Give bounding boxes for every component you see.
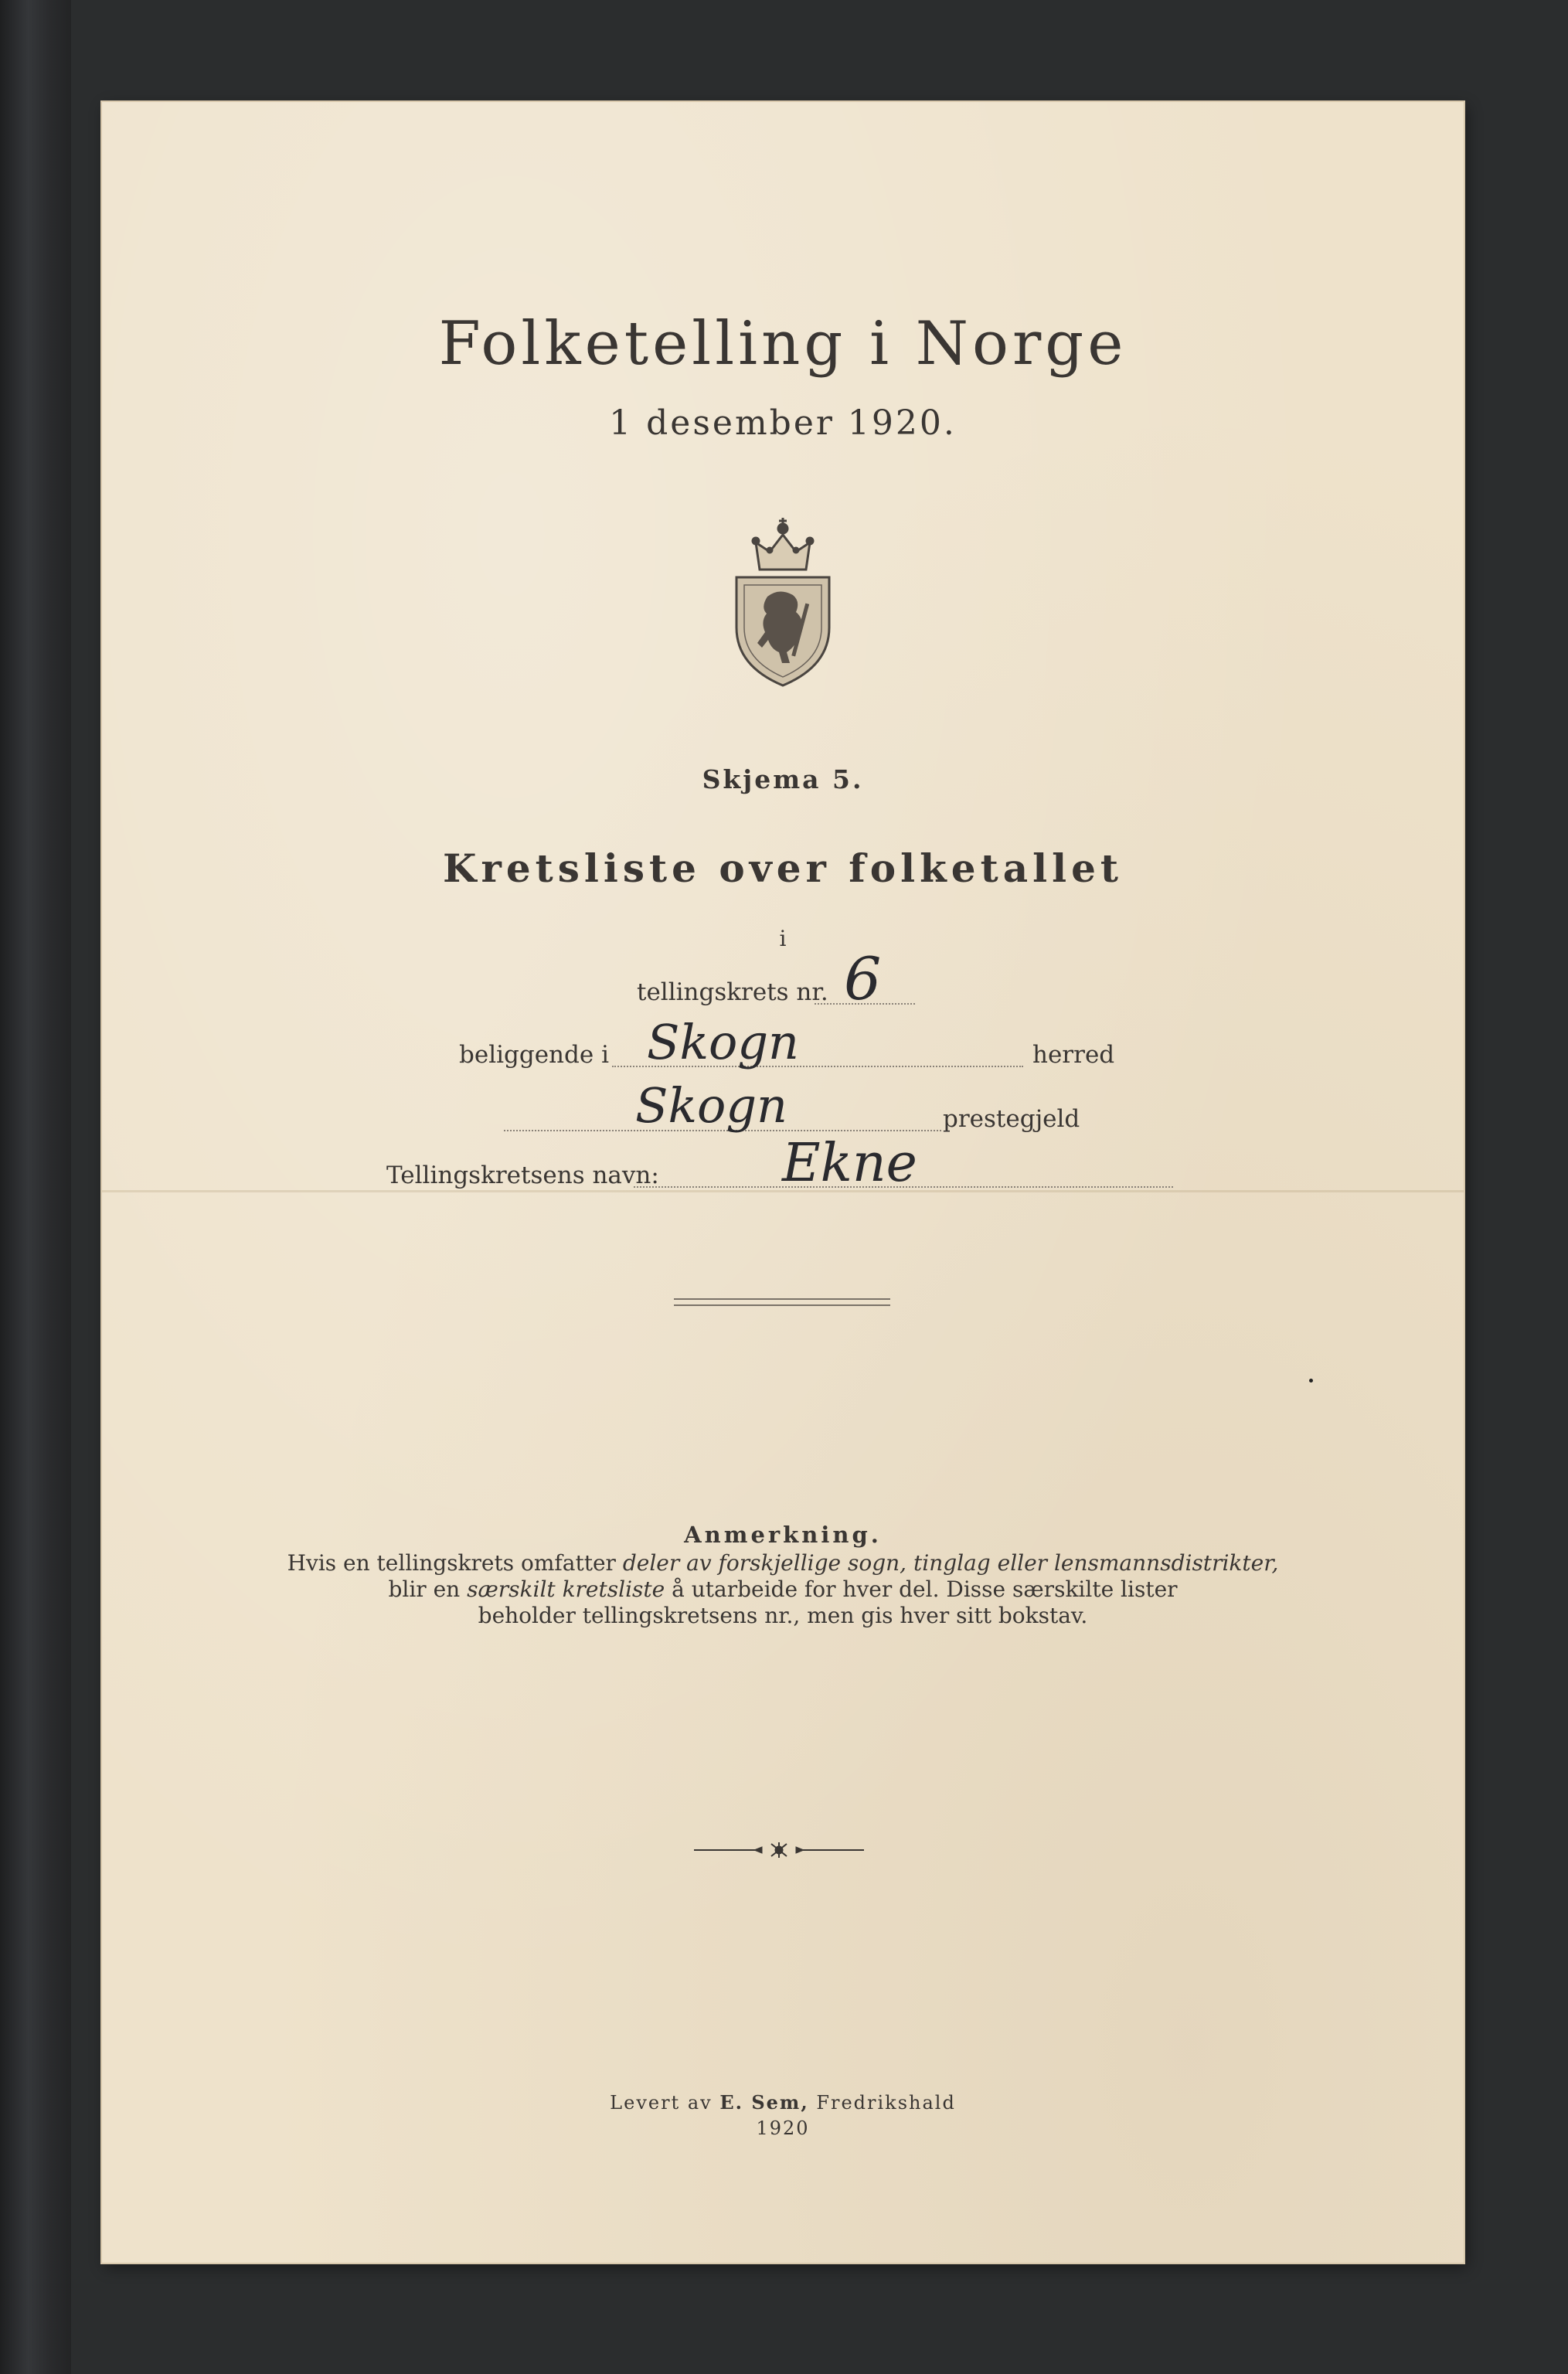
printer-credit [102,2091,1464,2114]
printer-prefix: Levert av [610,2092,720,2114]
double-rule-divider [674,1298,890,1306]
paper-speck [1309,1379,1313,1383]
census-date: 1 desember 1920. [609,403,957,443]
note-line-2-plain-a: blir en [388,1576,468,1602]
printer-name: E. Sem, [719,2091,809,2114]
note-line-2-italic: særskilt kretsliste [467,1576,665,1602]
note-line-2-plain-b: å utarbeide for hver del. Disse særskilte lister [665,1576,1178,1602]
connector-word: i [779,926,787,951]
form-heading: Kretsliste over folketallet [443,845,1123,891]
herred-label: herred [1032,1041,1115,1069]
ornamental-divider-icon [694,1842,864,1858]
kretsnavn-value: Ekne [782,1133,917,1194]
note-title: Anmerkning. [684,1522,882,1548]
beliggende-herred-value: Skogn [647,1014,799,1070]
note-line-2 [102,1576,1464,1602]
prestegjeld-label: prestegjeld [943,1105,1080,1133]
schema-number: Skjema 5. [702,764,864,794]
beliggende-label: beliggende i [459,1041,609,1069]
note-line-1 [102,1550,1464,1576]
tellingskrets-label: tellingskrets nr. [637,978,828,1006]
note-line-1-italic: deler av forskjellige sogn, tinglag eller lensmannsdistrikter, [622,1550,1279,1576]
prestegjeld-value: Skogn [635,1077,787,1134]
kretsnavn-label: Tellingskretsens navn: [386,1161,659,1189]
note-line-1-plain: Hvis en tellingskrets omfatter [287,1550,623,1576]
page-title: Folketelling i Norge [438,309,1128,379]
census-form-page [102,102,1464,2263]
printer-place: Fredrikshald [808,2092,956,2114]
note-line-3: beholder tellingskretsens nr., men gis hver sitt bokstav. [478,1603,1088,1628]
tellingskrets-number: 6 [844,944,882,1013]
printer-year: 1920 [756,2117,810,2139]
coat-of-arms-icon [725,504,841,689]
binder-edge [0,0,71,2374]
